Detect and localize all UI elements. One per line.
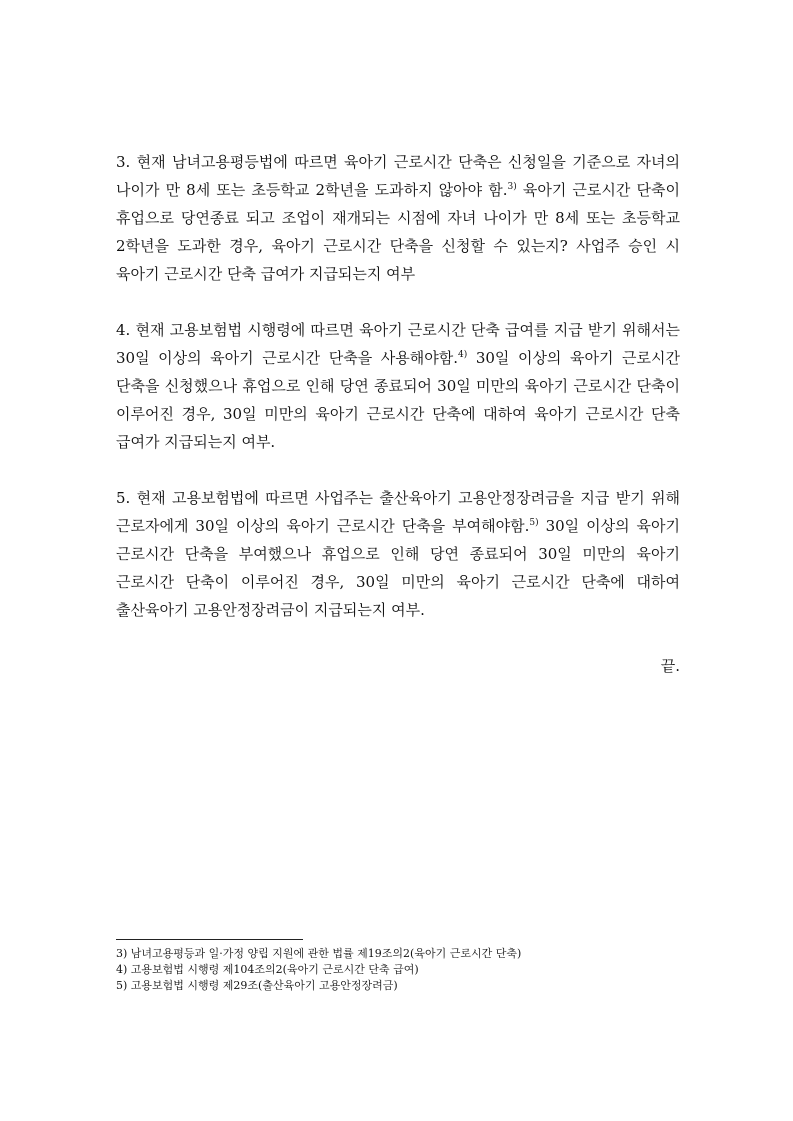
end-mark: 끝.	[660, 657, 680, 675]
paragraph-5	[116, 484, 680, 624]
paragraph-4	[116, 316, 680, 456]
footnote-ref-4[interactable]: 4)	[458, 350, 468, 360]
footnote-3: 3) 남녀고용평등과 일·가정 양립 지원에 관한 법률 제19조의2(육아기 근로시간 단축)	[116, 947, 522, 960]
footnote-ref-3[interactable]: 3)	[507, 182, 517, 192]
paragraph-4-tail: 30일 이상의 육아기 근로시간 단축을 신청했으나 휴업으로 인해 당연 종료되어 30일 미만의 육아기 근로시간 단축이 이루어진 경우, 30일 미만의 육아기 근로시간 단축에 대하여 육아기 근로시간 단축 급여가 지급되는지 여부.	[116, 349, 680, 451]
paragraph-3	[116, 148, 680, 288]
paragraph-5-text: 5. 현재 고용보험법에 따르면 사업주는 출산육아기 고용안정장려금을 지급 받기 위해 근로자에게 30일 이상의 육아기 근로시간 단축을 부여해야함.	[116, 489, 680, 535]
paragraph-3-tail: 육아기 근로시간 단축이 휴업으로 당연종료 되고 조업이 재개되는 시점에 자녀 나이가 만 8세 또는 초등학교 2학년을 도과한 경우, 육아기 근로시간 단축을 신청할 수 있는지? 사업주 승인 시 육아기 근로시간 단축 급여가 지급되는지 여부	[116, 181, 680, 283]
paragraph-3-text: 3. 현재 남녀고용평등법에 따르면 육아기 근로시간 단축은 신청일을 기준으로 자녀의 나이가 만 8세 또는 초등학교 2학년을 도과하지 않아야 함.	[116, 153, 680, 199]
footnote-divider	[116, 939, 303, 940]
body-text	[116, 148, 680, 680]
paragraph-4-text: 4. 현재 고용보험법 시행령에 따르면 육아기 근로시간 단축 급여를 지급 받기 위해서는 30일 이상의 육아기 근로시간 단축을 사용해야함.	[116, 321, 680, 367]
footnotes	[116, 946, 680, 994]
paragraph-5-tail: 30일 이상의 육아기 근로시간 단축을 부여했으나 휴업으로 인해 당연 종료되어 30일 미만의 육아기 근로시간 단축이 이루어진 경우, 30일 미만의 육아기 근로시간 단축에 대하여 출산육아기 고용안정장려금이 지급되는지 여부.	[116, 517, 680, 619]
footnote-ref-5[interactable]: 5)	[529, 518, 539, 528]
footnote-4: 4) 고용보험법 시행령 제104조의2(육아기 근로시간 단축 급여)	[116, 963, 419, 976]
footnote-5: 5) 고용보험법 시행령 제29조(출산육아기 고용안정장려금)	[116, 979, 398, 992]
